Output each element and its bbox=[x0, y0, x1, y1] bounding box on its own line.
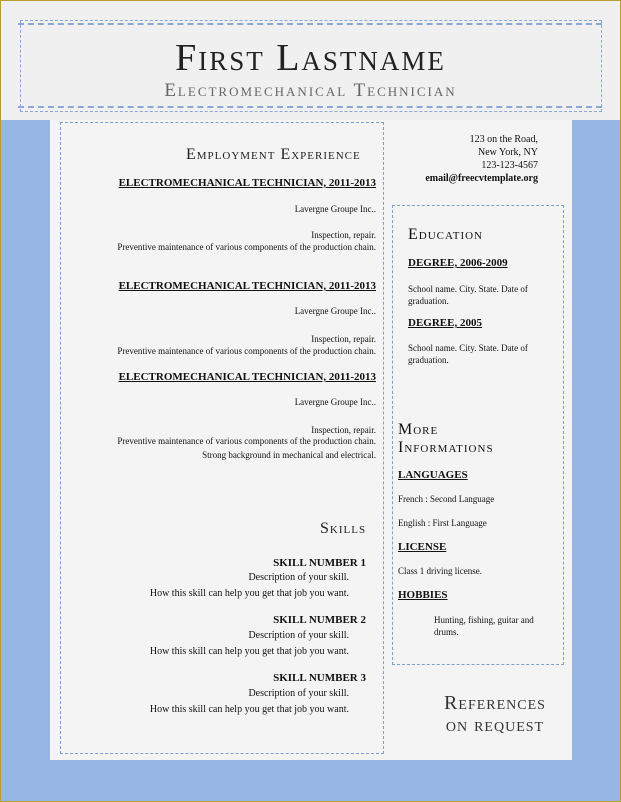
skill-title: SKILL NUMBER 3 bbox=[273, 672, 366, 684]
contact-phone: 123-123-4567 bbox=[481, 160, 538, 171]
job-title: ELECTROMECHANICAL TECHNICIAN, 2011-2013 bbox=[118, 177, 376, 189]
degree-details: School name. City. State. Date of graduation. bbox=[408, 343, 528, 365]
license-title: LICENSE bbox=[398, 541, 447, 553]
language-item: French : Second Language bbox=[398, 494, 495, 504]
job-detail: Inspection, repair. bbox=[311, 334, 376, 344]
skill-benefit: How this skill can help you get that job you want. bbox=[149, 588, 349, 599]
education-heading: Education bbox=[408, 226, 483, 243]
skill-benefit: How this skill can help you get that job you want. bbox=[149, 704, 349, 715]
skill-description: Description of your skill. bbox=[248, 688, 349, 699]
language-item: English : First Language bbox=[398, 518, 487, 528]
skill-description: Description of your skill. bbox=[248, 572, 349, 583]
job-title: ELECTROMECHANICAL TECHNICIAN, 2011-2013 bbox=[118, 280, 376, 292]
degree-details: School name. City. State. Date of graduation. bbox=[408, 284, 528, 306]
job-title: ELECTROMECHANICAL TECHNICIAN, 2011-2013 bbox=[118, 371, 376, 383]
job-detail: Inspection, repair. bbox=[311, 230, 376, 240]
header-bottom-rule bbox=[18, 106, 602, 108]
contact-address-line2: New York, NY bbox=[477, 147, 538, 158]
job-detail: Preventive maintenance of various components of the production chain. bbox=[117, 346, 376, 356]
job-company: Lavergne Groupe Inc.. bbox=[294, 204, 376, 214]
more-info-heading-line2: Informations bbox=[398, 439, 494, 456]
skill-title: SKILL NUMBER 1 bbox=[273, 557, 366, 569]
job-detail: Preventive maintenance of various components of the production chain. bbox=[117, 242, 376, 252]
skill-benefit: How this skill can help you get that job you want. bbox=[149, 646, 349, 657]
hobbies-detail: Hunting, fishing, guitar and drums. bbox=[434, 615, 534, 637]
more-info-heading-line1: More bbox=[398, 421, 439, 438]
skill-title: SKILL NUMBER 2 bbox=[273, 614, 366, 626]
languages-title: LANGUAGES bbox=[398, 469, 468, 481]
degree-title: DEGREE, 2005 bbox=[408, 317, 482, 329]
hobbies-title: HOBBIES bbox=[398, 589, 448, 601]
skills-heading: Skills bbox=[320, 520, 367, 537]
contact-email: email@freecvtemplate.org bbox=[425, 173, 538, 184]
references-note bbox=[430, 692, 560, 736]
job-detail: Strong background in mechanical and electrical. bbox=[202, 450, 376, 460]
employment-heading: Employment Experience bbox=[186, 146, 361, 163]
degree-title: DEGREE, 2006-2009 bbox=[408, 257, 508, 269]
job-detail: Preventive maintenance of various components of the production chain. bbox=[117, 436, 376, 446]
license-detail: Class 1 driving license. bbox=[398, 566, 482, 576]
candidate-title: Electromechanical Technician bbox=[164, 80, 457, 101]
job-company: Lavergne Groupe Inc.. bbox=[294, 397, 376, 407]
job-detail: Inspection, repair. bbox=[311, 425, 376, 435]
contact-address-line1: 123 on the Road, bbox=[469, 134, 538, 145]
references-line2: on request bbox=[445, 714, 545, 736]
skill-description: Description of your skill. bbox=[248, 630, 349, 641]
references-line1: References bbox=[444, 692, 546, 714]
job-company: Lavergne Groupe Inc.. bbox=[294, 306, 376, 316]
header-top-rule bbox=[18, 23, 602, 25]
candidate-name: First Lastname bbox=[175, 37, 446, 79]
